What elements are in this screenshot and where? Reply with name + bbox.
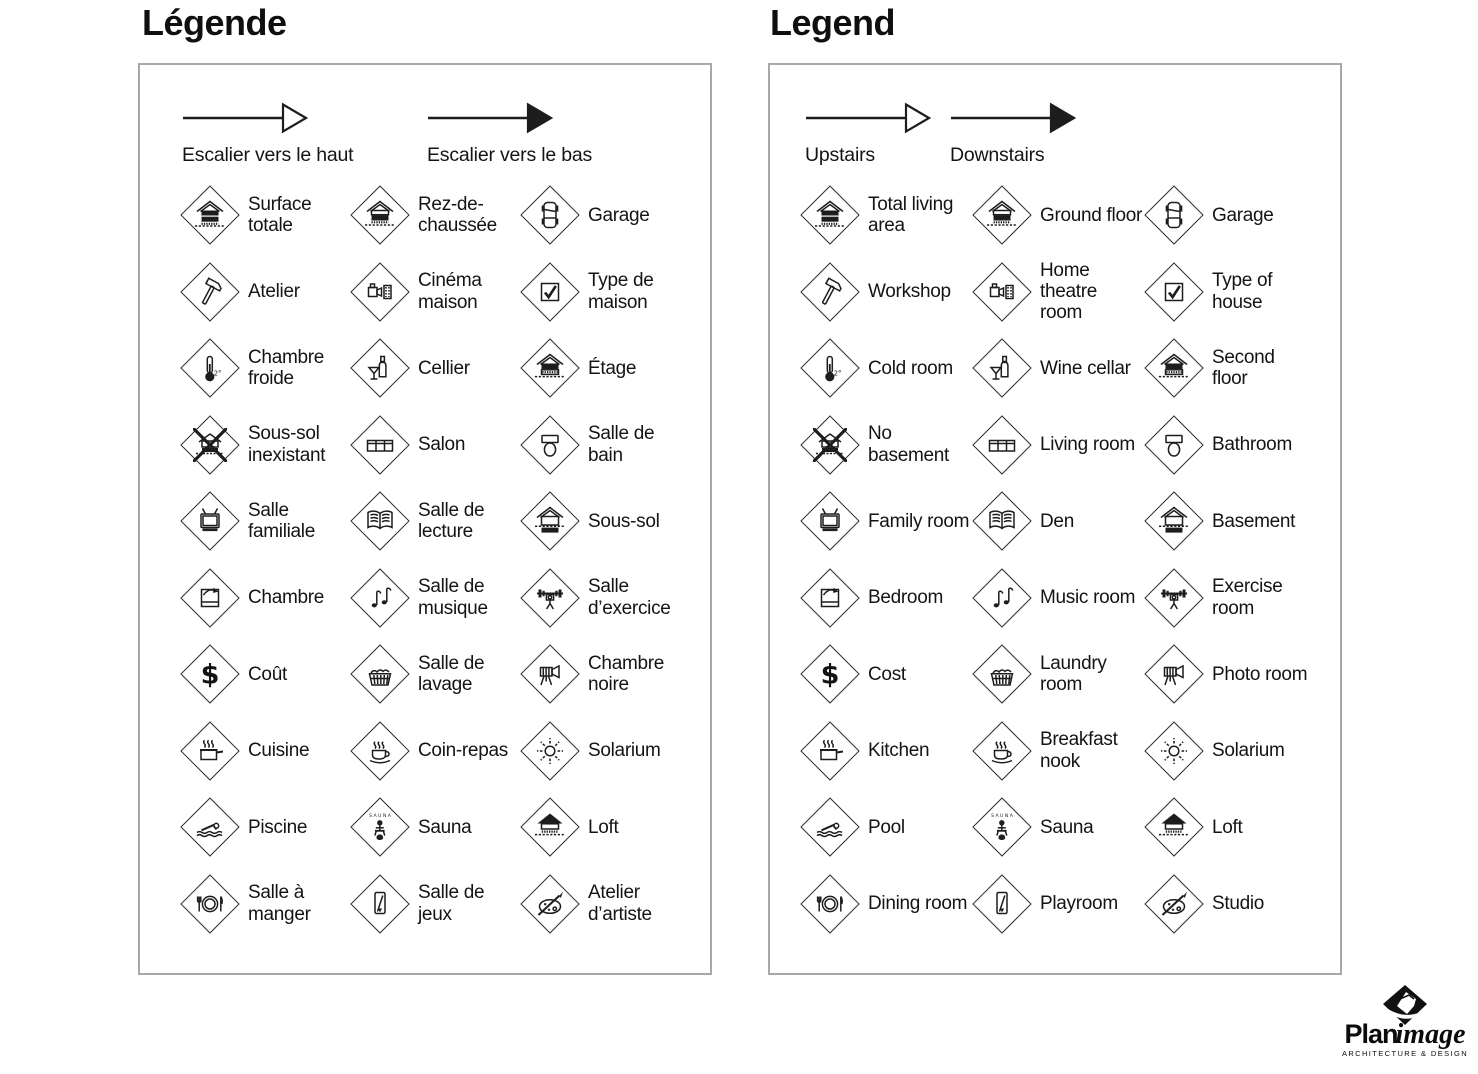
stairs-down-arrow-icon xyxy=(427,101,553,135)
legend-item xyxy=(351,407,521,484)
house-second-icon xyxy=(521,339,579,397)
legend-item-label: Kitchen xyxy=(868,740,930,762)
legend-item-label: Workshop xyxy=(868,281,951,303)
legend-item xyxy=(181,254,351,331)
legend-item-label: Loft xyxy=(588,816,619,838)
legend-item-label: Surface totale xyxy=(248,193,312,237)
legend-item-label: Piscine xyxy=(248,816,308,838)
house-second-icon xyxy=(1145,339,1203,397)
legend-item-label: Ground floor xyxy=(1040,204,1143,226)
legend-item-label: Cellier xyxy=(418,357,470,379)
legend-item xyxy=(801,713,973,790)
stairs-down-label: Escalier vers le bas xyxy=(427,144,593,166)
legend-item-label: Salle à manger xyxy=(248,882,311,925)
legend-item-label: Laundry room xyxy=(1040,652,1107,696)
legend-item-label: Pool xyxy=(868,816,905,838)
legend-item xyxy=(521,407,691,484)
legend-item-label: No basement xyxy=(868,423,950,466)
stairs-up-legend-entry xyxy=(805,101,931,167)
legend-item-label: Family room xyxy=(868,510,970,532)
legend-item xyxy=(801,560,973,637)
legend-item xyxy=(521,789,691,866)
wine-icon xyxy=(973,339,1031,397)
legend-item-label: Coin-repas xyxy=(418,740,508,762)
legend-item-label: Sous-sol inexistant xyxy=(248,423,326,466)
hammer-icon xyxy=(801,263,859,321)
legend-item-label: Second floor xyxy=(1212,346,1275,390)
sun-icon xyxy=(1145,722,1203,780)
legend-item-label: Rez-de-chaussée xyxy=(418,193,497,237)
legend-item xyxy=(521,177,691,254)
legend-item xyxy=(181,866,351,943)
thermometer-icon xyxy=(801,339,859,397)
bed-icon xyxy=(181,569,239,627)
legend-item-label: Salle familiale xyxy=(248,499,315,543)
legend-item-label: Bedroom xyxy=(868,587,943,609)
legend-item-label: Home theatre room xyxy=(1040,259,1098,324)
cue-icon xyxy=(973,875,1031,933)
stairs-up-arrow-icon xyxy=(182,101,308,135)
legend-item-label: Salle de jeux xyxy=(418,882,485,925)
legend-item-label: Type of house xyxy=(1212,270,1273,313)
tv-icon xyxy=(801,492,859,550)
legend-item-label: Salle d’exercice xyxy=(588,576,671,619)
projector-icon xyxy=(973,263,1031,321)
legend-item xyxy=(181,713,351,790)
planimage-logo xyxy=(1338,984,1472,1058)
swimmer-icon xyxy=(801,798,859,856)
legend-item xyxy=(973,330,1145,407)
tv-icon xyxy=(181,492,239,550)
legend-title-english: Legend xyxy=(770,2,896,43)
legend-item xyxy=(973,483,1145,560)
house-total-icon xyxy=(181,186,239,244)
legend-item xyxy=(801,177,973,254)
legend-item-label: Cost xyxy=(868,663,906,685)
legend-item-label: Photo room xyxy=(1212,663,1308,685)
legend-item-label: Garage xyxy=(1212,204,1274,226)
legend-item-label: Studio xyxy=(1212,893,1265,915)
house-loft-icon xyxy=(521,798,579,856)
legend-item xyxy=(1145,713,1317,790)
legend-item xyxy=(973,407,1145,484)
book-icon xyxy=(973,492,1031,550)
legend-item xyxy=(1145,330,1317,407)
legend-item-label: Salon xyxy=(418,434,466,456)
legend-panel-english xyxy=(768,63,1342,975)
legend-item-label: Atelier d’artiste xyxy=(588,882,652,925)
barbell-icon xyxy=(1145,569,1203,627)
dollar-icon xyxy=(801,645,859,703)
music-icon xyxy=(351,569,409,627)
legend-item-label: Solarium xyxy=(588,740,661,762)
legend-item xyxy=(521,483,691,560)
legend-item xyxy=(1145,636,1317,713)
laundry-icon xyxy=(973,645,1031,703)
legend-items-grid xyxy=(181,177,691,942)
sun-icon xyxy=(521,722,579,780)
legend-item-label: Garage xyxy=(588,204,650,226)
stairs-down-legend-entry xyxy=(950,101,1076,167)
legend-item xyxy=(521,560,691,637)
legend-item xyxy=(1145,560,1317,637)
legend-item-label: Bathroom xyxy=(1212,434,1292,456)
legend-item-label: Loft xyxy=(1212,816,1243,838)
legend-item-label: Playroom xyxy=(1040,893,1118,915)
book-icon xyxy=(351,492,409,550)
legend-item xyxy=(521,866,691,943)
dollar-icon xyxy=(181,645,239,703)
house-total-icon xyxy=(801,186,859,244)
legend-item xyxy=(351,713,521,790)
legend-item-label: Exercise room xyxy=(1212,576,1283,619)
legend-item-label: Cinéma maison xyxy=(418,270,482,313)
legend-item-label: Total living area xyxy=(868,193,954,237)
thermometer-icon xyxy=(181,339,239,397)
legend-item-label: Salle de musique xyxy=(418,576,488,619)
wine-icon xyxy=(351,339,409,397)
legend-item-label: Wine cellar xyxy=(1040,357,1131,379)
projector-icon xyxy=(351,263,409,321)
house-ground-icon xyxy=(351,186,409,244)
palette-icon xyxy=(1145,875,1203,933)
stairs-up-label: Upstairs xyxy=(805,144,875,166)
legend-item xyxy=(351,177,521,254)
checkbox-icon xyxy=(1145,263,1203,321)
plate-icon xyxy=(801,875,859,933)
legend-item xyxy=(351,254,521,331)
legend-item-label: Salle de lecture xyxy=(418,499,485,543)
legend-item xyxy=(973,177,1145,254)
legend-item-label: Type de maison xyxy=(588,270,654,313)
legend-item xyxy=(801,407,973,484)
legend-item-label: Chambre xyxy=(248,587,325,609)
legend-item-label: Solarium xyxy=(1212,740,1285,762)
stairs-down-legend-entry xyxy=(427,101,592,167)
palette-icon xyxy=(521,875,579,933)
legend-item-label: Chambre noire xyxy=(588,652,665,696)
legend-item xyxy=(801,636,973,713)
logo-brand-image: image xyxy=(1395,1019,1466,1050)
pot-icon xyxy=(181,722,239,780)
legend-item-label: Étage xyxy=(588,357,637,379)
legend-item xyxy=(351,866,521,943)
bed-icon xyxy=(801,569,859,627)
car-icon xyxy=(521,186,579,244)
toilet-icon xyxy=(1145,416,1203,474)
legend-item xyxy=(351,483,521,560)
legend-item-label: Living room xyxy=(1040,434,1135,456)
legend-item xyxy=(521,330,691,407)
legend-item xyxy=(1145,866,1317,943)
legend-item xyxy=(181,789,351,866)
car-icon xyxy=(1145,186,1203,244)
legend-item-label: Cuisine xyxy=(248,740,310,762)
legend-item xyxy=(351,636,521,713)
legend-item xyxy=(1145,254,1317,331)
plate-icon xyxy=(181,875,239,933)
house-ground-icon xyxy=(973,186,1031,244)
stairs-up-label: Escalier vers le haut xyxy=(182,144,354,166)
stairs-up-legend-entry xyxy=(182,101,353,167)
legend-item-label: Sauna xyxy=(1040,816,1094,838)
legend-item xyxy=(973,866,1145,943)
legend-item-label: Sauna xyxy=(418,816,472,838)
legend-item-label: Salle de lavage xyxy=(418,652,485,696)
legend-item xyxy=(521,254,691,331)
toilet-icon xyxy=(521,416,579,474)
sofa-icon xyxy=(973,416,1031,474)
legend-item-label: Basement xyxy=(1212,510,1296,532)
cue-icon xyxy=(351,875,409,933)
hammer-icon xyxy=(181,263,239,321)
legend-item xyxy=(801,254,973,331)
barbell-icon xyxy=(521,569,579,627)
legend-item xyxy=(1145,483,1317,560)
legend-item-label: Dining room xyxy=(868,893,968,915)
legend-item-label: Chambre froide xyxy=(248,346,325,390)
legend-item xyxy=(181,330,351,407)
music-icon xyxy=(973,569,1031,627)
house-loft-icon xyxy=(1145,798,1203,856)
house-basement-icon xyxy=(521,492,579,550)
swimmer-icon xyxy=(181,798,239,856)
logo-brand-plan: Plan xyxy=(1344,1019,1398,1049)
sauna-icon xyxy=(973,798,1031,856)
legend-item xyxy=(801,866,973,943)
legend-item xyxy=(351,560,521,637)
legend-items-grid xyxy=(801,177,1317,942)
legend-item-label: Atelier xyxy=(248,281,300,303)
legend-panel-french xyxy=(138,63,712,975)
sofa-icon xyxy=(351,416,409,474)
stairs-down-label: Downstairs xyxy=(950,144,1045,166)
legend-item xyxy=(181,407,351,484)
legend-title-french: Légende xyxy=(142,2,287,43)
legend-item xyxy=(351,330,521,407)
legend-item xyxy=(1145,789,1317,866)
legend-item xyxy=(973,713,1145,790)
legend-item-label: Sous-sol xyxy=(588,510,660,532)
pot-icon xyxy=(801,722,859,780)
stairs-up-arrow-icon xyxy=(805,101,931,135)
house-crossed-icon xyxy=(801,416,859,474)
house-crossed-icon xyxy=(181,416,239,474)
legend-item xyxy=(181,560,351,637)
legend-item xyxy=(801,330,973,407)
checkbox-icon xyxy=(521,263,579,321)
legend-item xyxy=(973,560,1145,637)
house-basement-icon xyxy=(1145,492,1203,550)
legend-item xyxy=(181,177,351,254)
legend-item xyxy=(1145,177,1317,254)
cup-icon xyxy=(973,722,1031,780)
legend-item xyxy=(1145,407,1317,484)
legend-item-label: Coût xyxy=(248,663,287,685)
legend-item xyxy=(801,483,973,560)
legend-item-label: Breakfast nook xyxy=(1040,729,1118,772)
legend-item-label: Music room xyxy=(1040,587,1136,609)
legend-item xyxy=(521,636,691,713)
legend-item xyxy=(973,789,1145,866)
laundry-icon xyxy=(351,645,409,703)
stairs-down-arrow-icon xyxy=(950,101,1076,135)
legend-item xyxy=(351,789,521,866)
legend-item-label: Salle de bain xyxy=(588,423,655,466)
legend-item-label: Cold room xyxy=(868,357,953,379)
legend-item-label: Den xyxy=(1040,510,1074,532)
cup-icon xyxy=(351,722,409,780)
legend-item xyxy=(521,713,691,790)
legend-item xyxy=(801,789,973,866)
sauna-icon xyxy=(351,798,409,856)
legend-item xyxy=(181,483,351,560)
camera-icon xyxy=(521,645,579,703)
legend-item xyxy=(181,636,351,713)
camera-icon xyxy=(1145,645,1203,703)
logo-tagline: ARCHITECTURE & DESIGN xyxy=(1341,1049,1469,1058)
legend-item xyxy=(973,636,1145,713)
legend-item xyxy=(973,254,1145,331)
